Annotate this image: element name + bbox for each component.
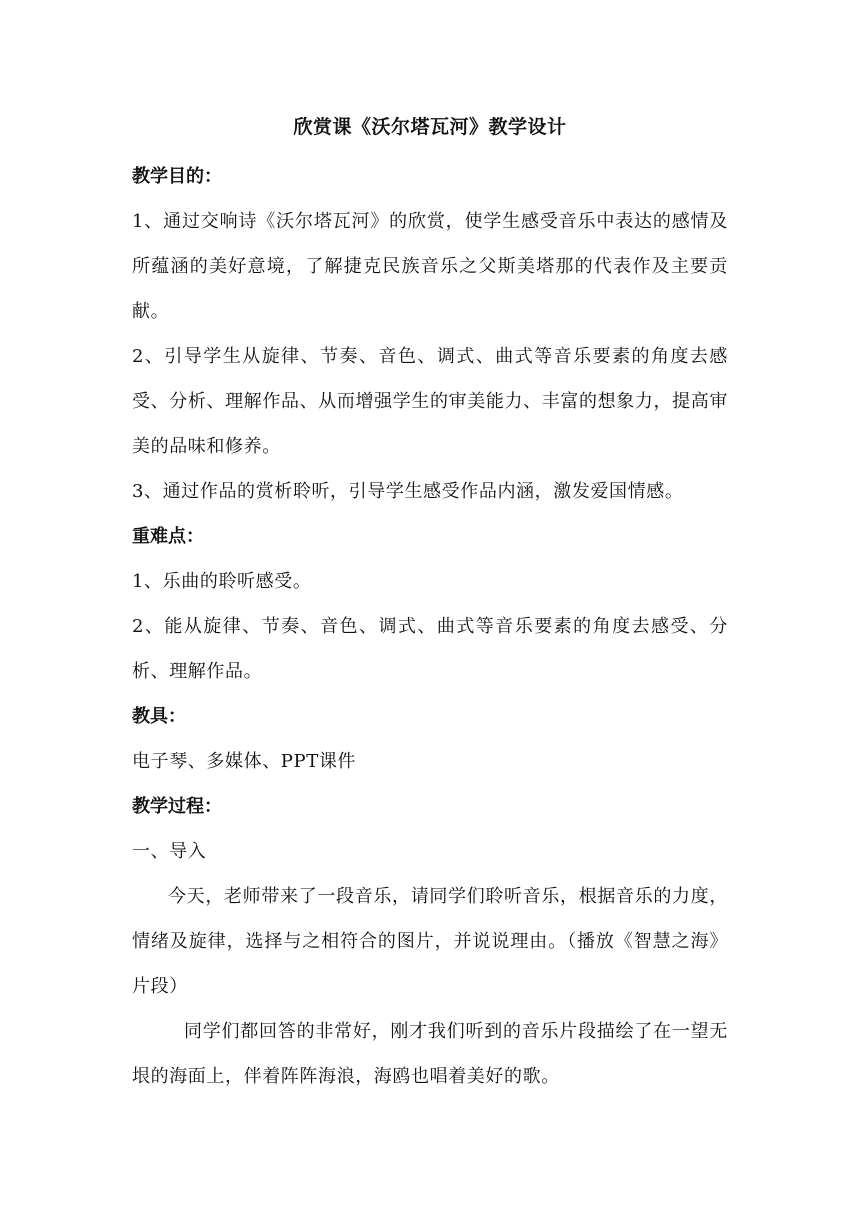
objective-item-2: 2、引导学生从旋律、节奏、音色、调式、曲式等音乐要素的角度去感受、分析、理解作品、从而增强学生的审美能力、丰富的想象力，提高审美的品味和修养。 [132,346,728,457]
objective-item-1: 1、通过交响诗《沃尔塔瓦河》的欣赏，使学生感受音乐中表达的感情及所蕴涵的美好意境，了解捷克民族音乐之父斯美塔那的代表作及主要贡献。 [132,211,728,322]
process-paragraph-2: 同学们都回答的非常好，刚才我们听到的音乐片段描绘了在一望无垠的海面上，伴着阵阵海浪，海鸥也唱着美好的歌。 [132,1021,728,1087]
tools-heading: 教具： [132,706,186,727]
process-heading: 教学过程： [132,796,222,817]
tools-text: 电子琴、多媒体、PPT课件 [132,751,357,772]
objectives-heading: 教学目的： [132,166,222,187]
key-point-item-2: 2、能从旋律、节奏、音色、调式、曲式等音乐要素的角度去感受、分析、理解作品。 [132,616,728,682]
process-paragraph-1: 今天，老师带来了一段音乐，请同学们聆听音乐，根据音乐的力度，情绪及旋律，选择与之相符合的图片，并说说理由。（播放《智慧之海》片段） [132,886,728,997]
key-point-item-1: 1、乐曲的聆听感受。 [132,571,312,592]
key-points-heading: 重难点： [132,526,204,547]
document-title: 欣赏课《沃尔塔瓦河》教学设计 [293,116,567,138]
process-step-1-title: 一、导入 [132,841,207,862]
objective-item-3: 3、通过作品的赏析聆听，引导学生感受作品内涵，激发爱国情感。 [132,481,684,502]
document-page [132,110,728,1099]
